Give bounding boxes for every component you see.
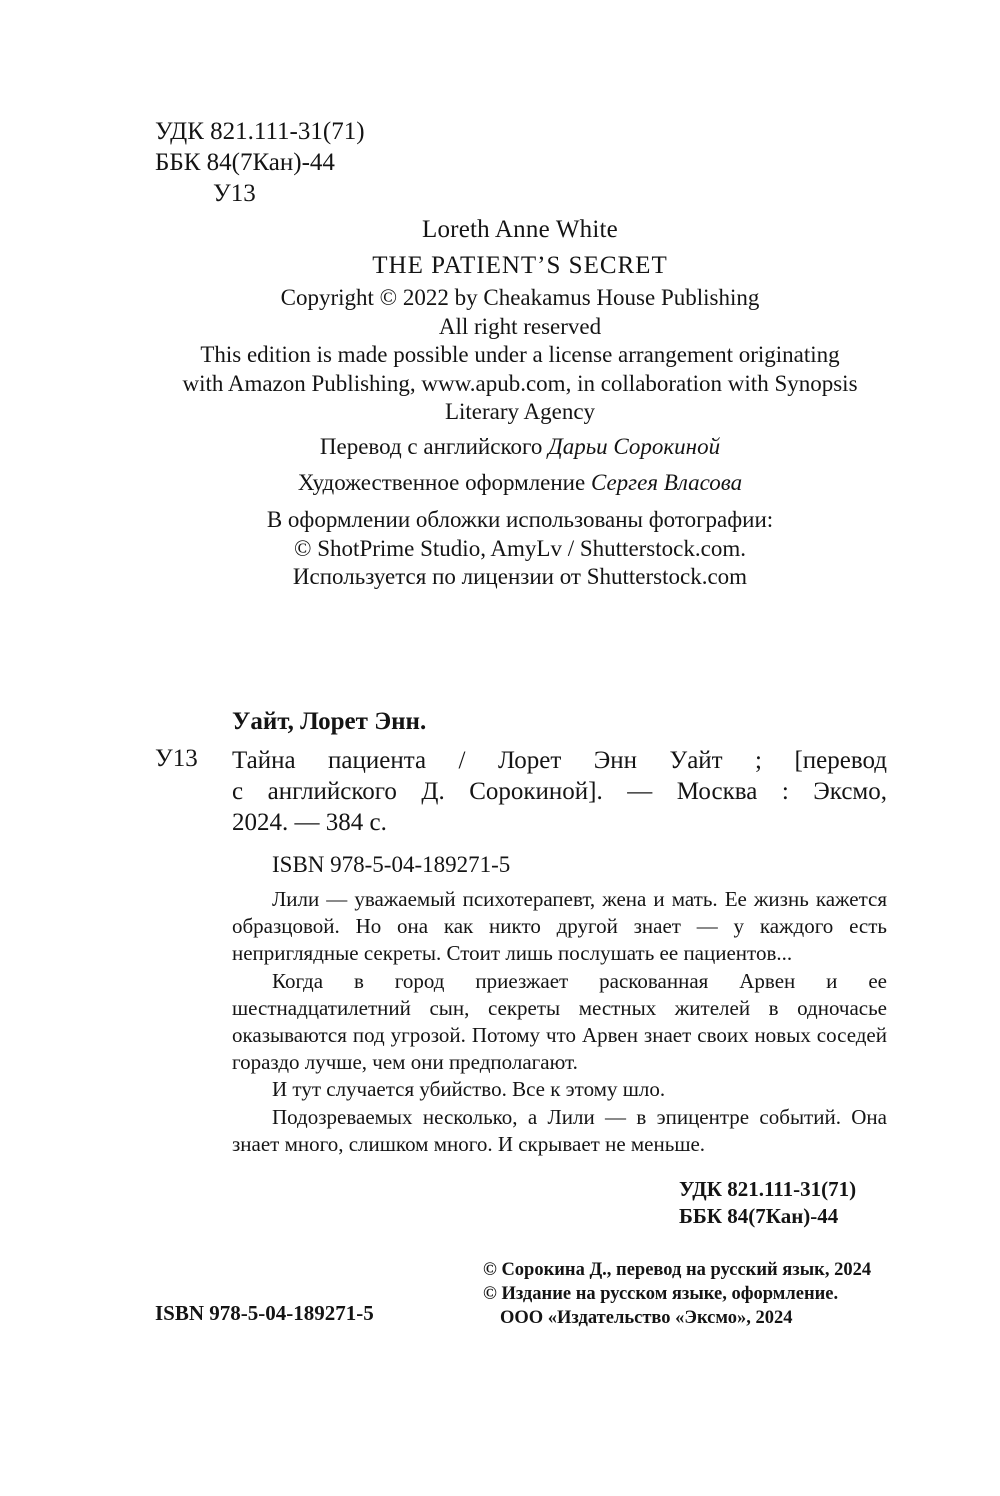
isbn-bottom: ISBN 978-5-04-189271-5 <box>155 1301 374 1325</box>
copyright-line: Copyright © 2022 by Cheakamus House Publishing <box>280 285 760 310</box>
original-title: THE PATIENT’S SECRET <box>372 252 668 279</box>
design-label: Художественное оформление <box>297 470 586 495</box>
annotation-paragraph: Подозреваемых несколько, а Лили — в эпицентре событий. Она знает много, слишком много. И скрывает не меньше. <box>232 1104 887 1156</box>
author-mark: У13 <box>213 180 256 207</box>
udk-code: УДК 821.111-31(71) <box>155 118 365 145</box>
catalog-description <box>232 745 887 838</box>
photo-credits <box>140 506 900 592</box>
rights-line: All right reserved <box>438 313 602 339</box>
annotation-paragraph: И тут случается убийство. Все к этому шло. <box>272 1077 666 1102</box>
translation-label: Перевод с английского <box>319 434 543 459</box>
license-line-2: with Amazon Publishing, www.apub.com, in collaboration with Synopsis <box>182 370 858 396</box>
catalog-desc-line-1: Тайна пациента / Лорет Энн Уайт ; [перевод <box>232 747 887 774</box>
annotation <box>232 886 887 1158</box>
catalog-desc-line-3: 2024. — 384 с. <box>232 809 387 836</box>
original-edition-block <box>140 212 900 427</box>
catalog-isbn: ISBN 978-5-04-189271-5 <box>272 852 511 877</box>
original-author: Loreth Anne White <box>422 216 618 243</box>
catalog-author-heading: Уайт, Лорет Энн. <box>232 708 427 735</box>
bottom-classification-codes <box>679 1176 856 1230</box>
copyright-translation: © Сорокина Д., перевод на русский язык, 2024 <box>483 1260 872 1280</box>
catalog-desc-line-2: с английского Д. Сорокиной]. — Москва : Эксмо, <box>232 778 887 805</box>
catalog-code: У13 <box>155 745 198 772</box>
photo-line-1: В оформлении обложки использованы фотографии: <box>266 507 774 532</box>
bottom-udk: УДК 821.111-31(71) <box>679 1177 857 1201</box>
license-line-1: This edition is made possible under a license arrangement originating <box>200 342 840 367</box>
copyright-notices <box>483 1258 871 1330</box>
annotation-paragraph: Лили — уважаемый психотерапевт, жена и мать. Ее жизнь кажется образцовой. Но она как никто другой знает — у каждого есть неприглядные секреты. Стоит лишь послушать ее пациентов... <box>232 887 887 966</box>
copyright-edition: © Издание на русском языке, оформление. <box>483 1284 839 1304</box>
classification-codes <box>155 116 365 209</box>
bbk-code: ББК 84(7Кан)-44 <box>155 149 335 176</box>
bottom-bbk: ББК 84(7Кан)-44 <box>679 1204 839 1228</box>
design-credit <box>140 469 900 498</box>
designer-name: Сергея Власова <box>590 470 743 495</box>
photo-line-3: Используется по лицензии от Shutterstock.com <box>292 564 748 589</box>
annotation-paragraph: Когда в город приезжает раскованная Арвен и ее шестнадцатилетний сын, секреты местных жителей в одночасье оказываются под угрозой. Потому что Арвен знает своих новых соседей гораздо лучше, чем они предполагают. <box>232 968 887 1075</box>
copyright-publisher: ООО «Издательство «Эксмо», 2024 <box>500 1308 793 1328</box>
translator-name: Дарьи Сорокиной <box>548 434 721 459</box>
license-line-3: Literary Agency <box>444 399 596 424</box>
translation-credit <box>140 433 900 462</box>
photo-line-2: © ShotPrime Studio, AmyLv / Shutterstock.com. <box>294 535 746 561</box>
